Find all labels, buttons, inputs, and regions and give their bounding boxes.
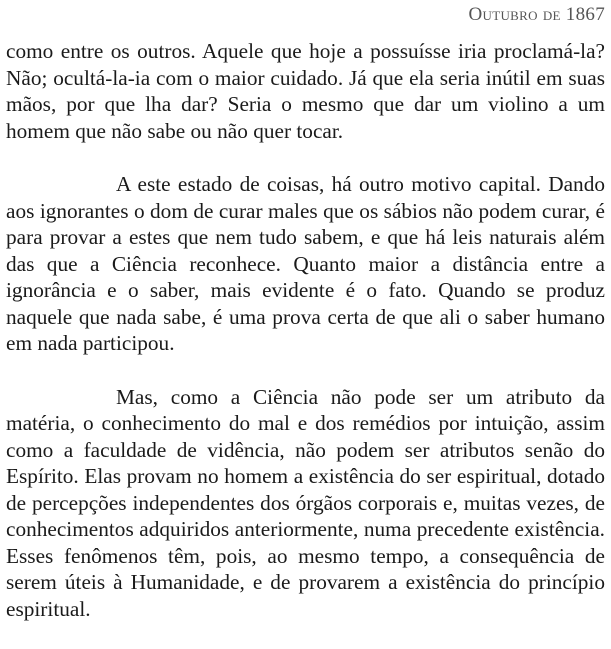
- paragraph-motivo-capital: A este estado de coisas, há outro motivo capital. Dando aos ignorantes o dom de curar males que os sábios não podem curar, é para provar a estes que nem tudo sabem, e que há leis naturais além das que a Ciência reconhece. Quanto maior a distância entre a ignorância e o saber, mais evidente é o fato. Quando se produz naquele que nada sabe, é uma prova certa de que ali o saber humano em nada participou.: [6, 172, 605, 355]
- page-body: [6, 38, 605, 649]
- paragraph-continuation: como entre os outros. Aquele que hoje a possuísse iria proclamá-la? Não; ocultá-la-ia com o maior cuidado. Já que ela seria inútil em suas mãos, por que lha dar? Seria o mesmo que dar um violino a um homem que não sabe ou não quer tocar.: [6, 39, 605, 143]
- paragraph-principio-espiritual: Mas, como a Ciência não pode ser um atributo da matéria, o conhecimento do mal e dos remédios por intuição, assim como a faculdade de vidência, não podem ser atributos senão do Espírito. Elas provam no homem a existência do ser espiritual, dotado de percepções independentes dos órgãos corporais e, muitas vezes, de conhecimentos adquiridos anteriormente, numa precedente existência. Esses fenômenos têm, pois, ao mesmo tempo, a consequência de serem úteis à Humanidade, e de provarem a existência do princípio espiritual.: [6, 384, 605, 621]
- running-header: Outubro de 1867: [468, 4, 605, 25]
